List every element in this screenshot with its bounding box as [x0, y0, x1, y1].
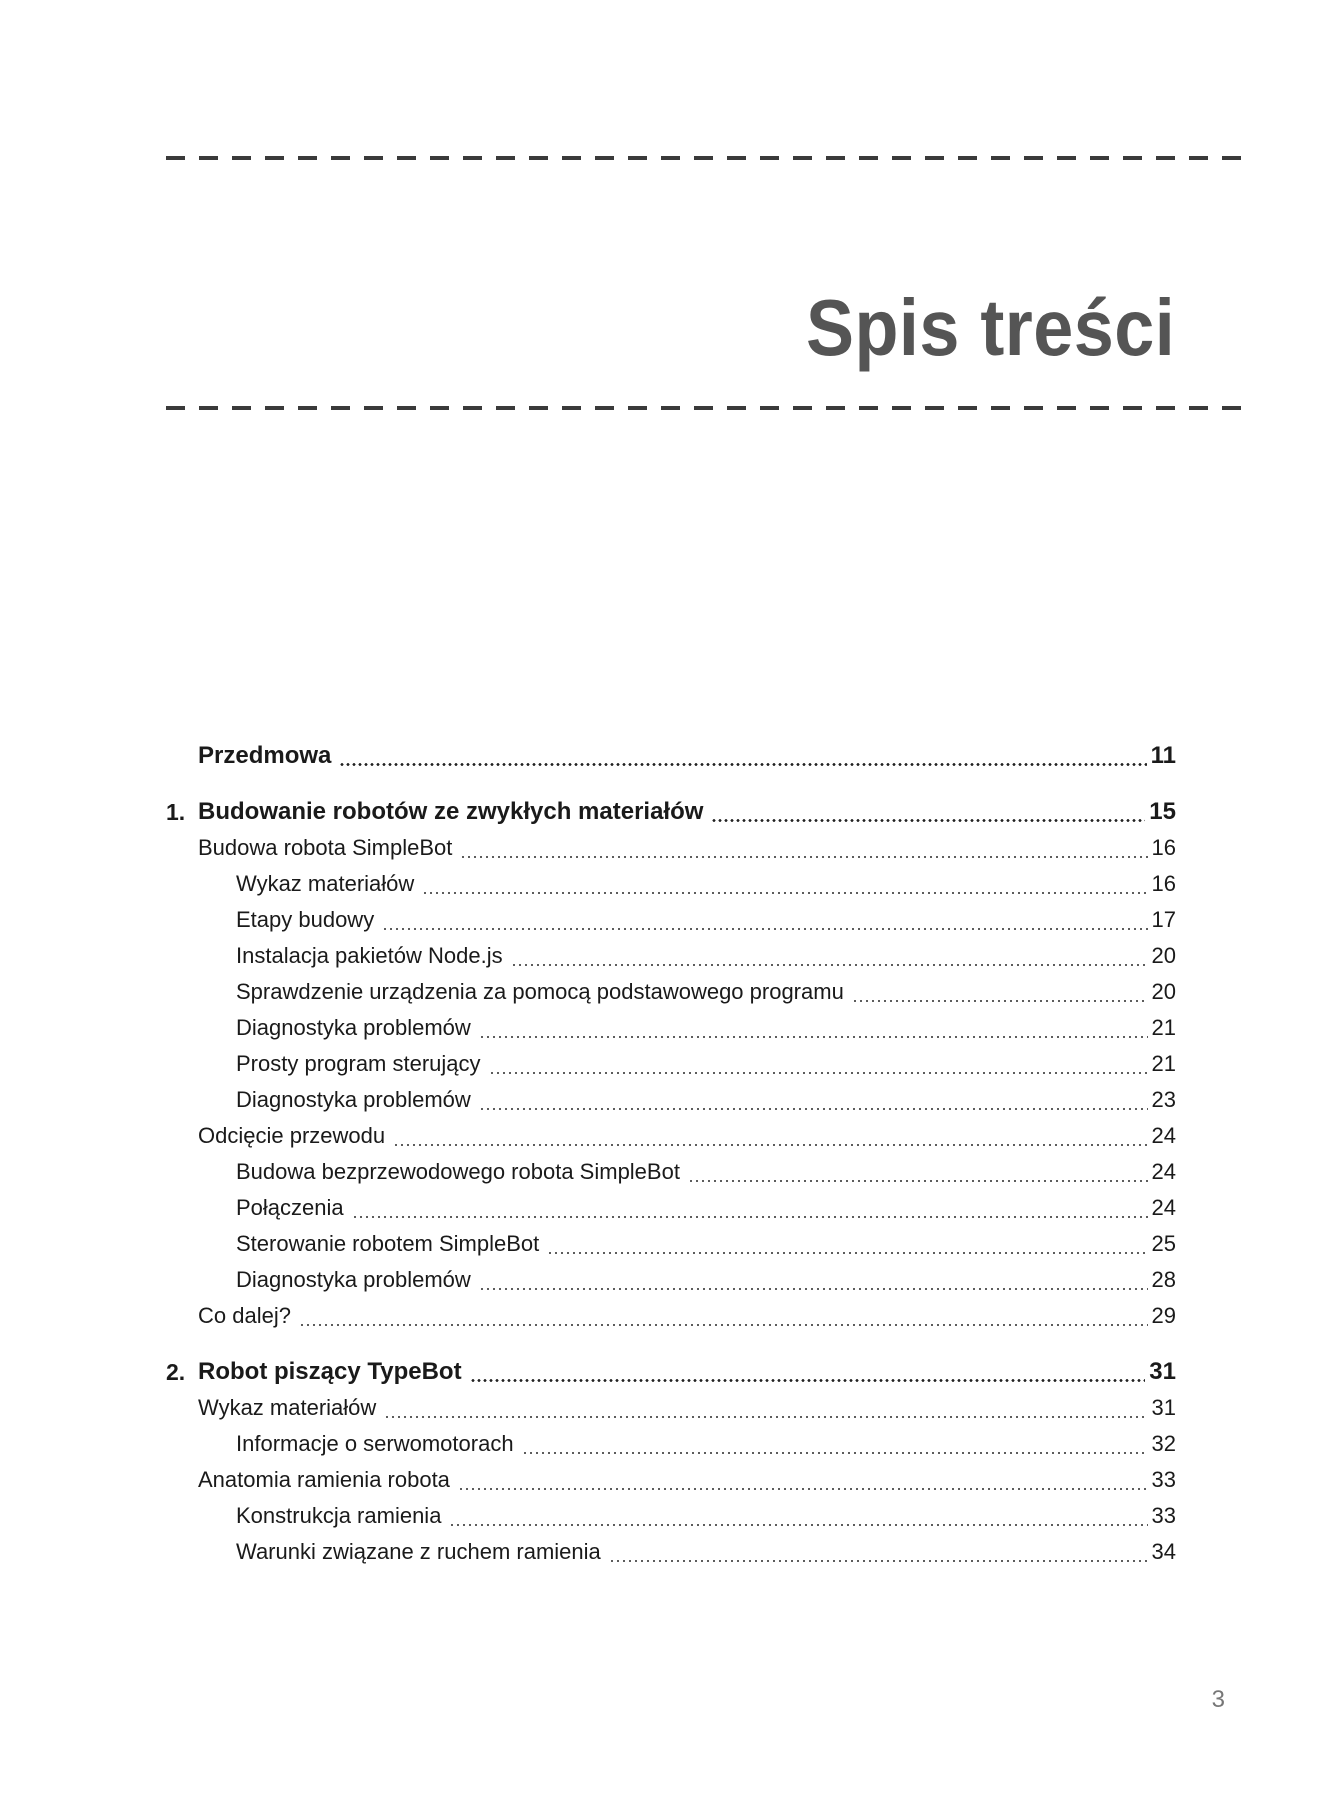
toc-chapter-entry[interactable] [166, 738, 1176, 774]
page-title: Spis treści [805, 283, 1175, 372]
toc-entry-label: Instalacja pakietów Node.js [236, 943, 503, 968]
dot-leader [393, 1118, 1147, 1154]
dot-leader [382, 902, 1147, 938]
dot-leader [511, 938, 1148, 974]
toc-entry-label: Wykaz materiałów [198, 1395, 377, 1420]
toc-page-number: 34 [1151, 1539, 1176, 1564]
page-number: 3 [1211, 1686, 1225, 1713]
dot-leader [711, 794, 1145, 830]
toc-subsection-entry[interactable] [166, 1426, 1176, 1462]
toc-page-number: 20 [1151, 943, 1176, 968]
toc-page-number: 24 [1151, 1123, 1176, 1148]
toc-section-entry[interactable] [166, 1390, 1176, 1426]
toc-subsection-entry[interactable] [166, 866, 1176, 902]
dot-leader [299, 1298, 1148, 1334]
toc-section-entry[interactable] [166, 1462, 1176, 1498]
toc-page-number: 31 [1151, 1395, 1176, 1420]
dot-leader [460, 830, 1147, 866]
toc-subsection-entry[interactable] [166, 1154, 1176, 1190]
toc-page-number: 16 [1151, 871, 1176, 896]
toc-entry-label: Anatomia ramienia robota [198, 1467, 450, 1492]
toc-entry-label: Sterowanie robotem SimpleBot [236, 1231, 540, 1256]
toc-entry-label: Co dalej? [198, 1303, 291, 1328]
toc-page-number: 21 [1151, 1015, 1176, 1040]
toc-subsection-entry[interactable] [166, 938, 1176, 974]
toc-page-number: 17 [1151, 907, 1176, 932]
toc-chapter-number: 2. [166, 1359, 186, 1385]
toc-chapter-entry[interactable] [166, 794, 1176, 830]
toc-subsection-entry[interactable] [166, 1534, 1176, 1570]
toc-page-number: 33 [1151, 1503, 1176, 1528]
dot-leader [479, 1262, 1148, 1298]
toc-entry-label: Budowa bezprzewodowego robota SimpleBot [236, 1159, 680, 1184]
table-of-contents [166, 738, 1176, 1570]
toc-entry-label: Konstrukcja ramienia [236, 1503, 442, 1528]
toc-chapter-entry[interactable] [166, 1354, 1176, 1390]
toc-entry-label: Robot piszący TypeBot [198, 1358, 462, 1385]
toc-entry-label: Etapy budowy [236, 907, 375, 932]
dot-leader [547, 1226, 1147, 1262]
toc-entry-label: Budowa robota SimpleBot [198, 835, 453, 860]
toc-entry-label: Przedmowa [198, 742, 332, 769]
toc-page-number: 23 [1151, 1087, 1176, 1112]
toc-page-number: 28 [1151, 1267, 1176, 1292]
toc-subsection-entry[interactable] [166, 1226, 1176, 1262]
toc-subsection-entry[interactable] [166, 974, 1176, 1010]
toc-chapter-number: 1. [166, 799, 186, 825]
dot-leader [852, 974, 1148, 1010]
toc-section-entry[interactable] [166, 830, 1176, 866]
toc-page-number: 15 [1149, 798, 1176, 825]
toc-entry-label: Informacje o serwomotorach [236, 1431, 514, 1456]
toc-entry-label: Odcięcie przewodu [198, 1123, 386, 1148]
toc-page-number: 11 [1150, 742, 1176, 769]
toc-page-number: 20 [1151, 979, 1176, 1004]
toc-entry-label: Diagnostyka problemów [236, 1267, 471, 1292]
toc-subsection-entry[interactable] [166, 1046, 1176, 1082]
toc-entry-label: Prosty program sterujący [236, 1051, 481, 1076]
dot-leader [458, 1462, 1148, 1498]
toc-page-number: 16 [1151, 835, 1176, 860]
toc-section-entry[interactable] [166, 1298, 1176, 1334]
toc-page-number: 25 [1151, 1231, 1176, 1256]
toc-page-number: 21 [1151, 1051, 1176, 1076]
top-dashed-rule [166, 156, 1246, 160]
toc-page-number: 24 [1151, 1195, 1176, 1220]
toc-entry-label: Diagnostyka problemów [236, 1087, 471, 1112]
toc-subsection-entry[interactable] [166, 1082, 1176, 1118]
dot-leader [470, 1354, 1146, 1390]
dot-leader [609, 1534, 1148, 1570]
dot-leader [489, 1046, 1148, 1082]
toc-page-number: 32 [1151, 1431, 1176, 1456]
toc-subsection-entry[interactable] [166, 1010, 1176, 1046]
toc-page-number: 31 [1149, 1358, 1176, 1385]
toc-section-entry[interactable] [166, 1118, 1176, 1154]
toc-page-number: 24 [1151, 1159, 1176, 1184]
toc-subsection-entry[interactable] [166, 902, 1176, 938]
dot-leader [479, 1082, 1148, 1118]
toc-page-number: 33 [1151, 1467, 1176, 1492]
toc-entry-label: Diagnostyka problemów [236, 1015, 471, 1040]
dot-leader [522, 1426, 1148, 1462]
bottom-dashed-rule [166, 406, 1246, 410]
toc-subsection-entry[interactable] [166, 1190, 1176, 1226]
dot-leader [339, 738, 1146, 774]
toc-subsection-entry[interactable] [166, 1262, 1176, 1298]
toc-entry-label: Wykaz materiałów [236, 871, 415, 896]
dot-leader [422, 866, 1147, 902]
dot-leader [688, 1154, 1148, 1190]
toc-page-number: 29 [1151, 1303, 1176, 1328]
dot-leader [479, 1010, 1148, 1046]
toc-entry-label: Warunki związane z ruchem ramienia [236, 1539, 601, 1564]
toc-entry-label: Sprawdzenie urządzenia za pomocą podstawowego programu [236, 979, 844, 1004]
dot-leader [449, 1498, 1147, 1534]
toc-entry-label: Budowanie robotów ze zwykłych materiałów [198, 798, 704, 825]
toc-entry-label: Połączenia [236, 1195, 344, 1220]
dot-leader [384, 1390, 1147, 1426]
toc-subsection-entry[interactable] [166, 1498, 1176, 1534]
dot-leader [352, 1190, 1148, 1226]
